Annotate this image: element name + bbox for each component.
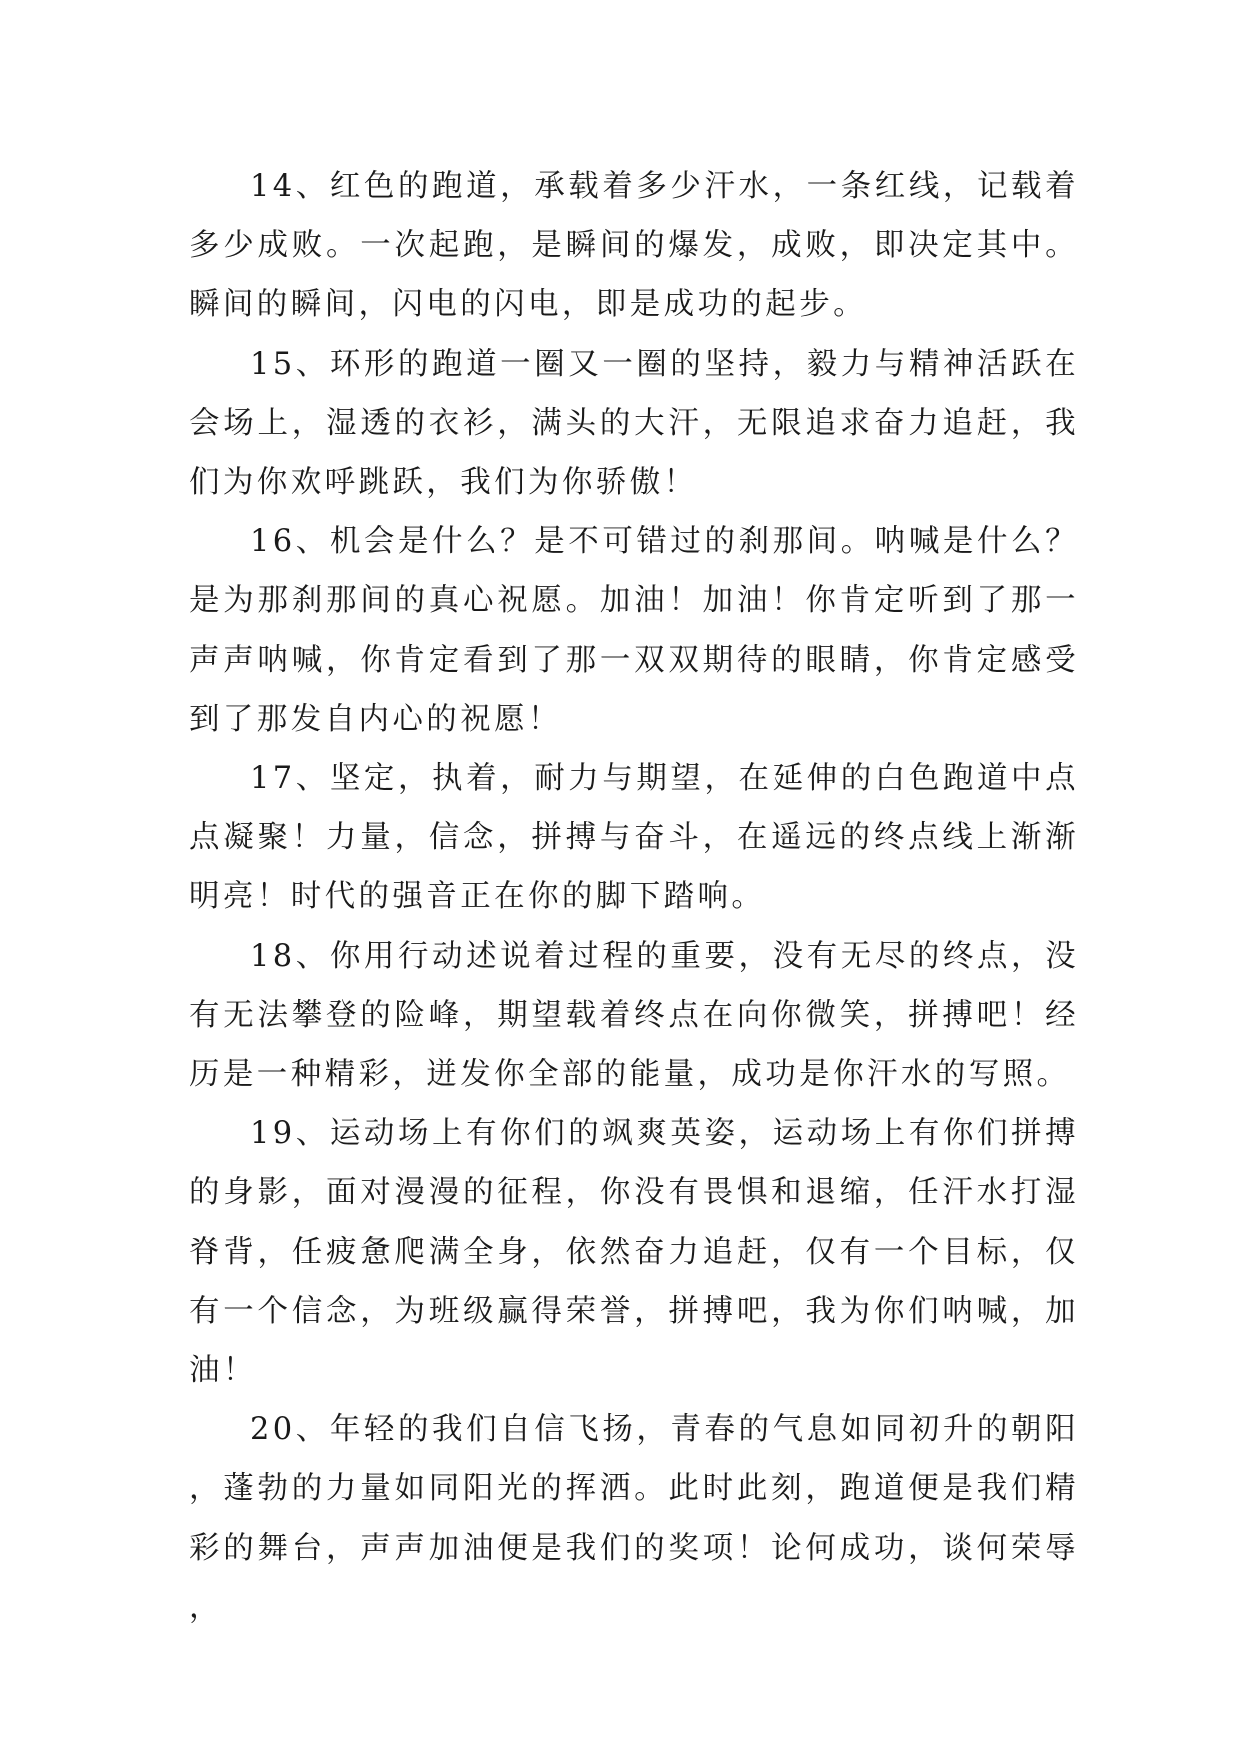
paragraph-14: 14、红色的跑道，承载着多少汗水，一条红线，记载着多少成败。一次起跑，是瞬间的爆发，成败，即决定其中。瞬间的瞬间，闪电的闪电，即是成功的起步。 — [189, 169, 1079, 323]
paragraph-16: 16、机会是什么？是不可错过的刹那间。呐喊是什么？是为那刹那间的真心祝愿。加油！加油！你肯定听到了那一声声呐喊，你肯定看到了那一双双期待的眼睛，你肯定感受到了那发自内心的祝愿！ — [189, 524, 1079, 737]
paragraph-18: 18、你用行动述说着过程的重要，没有无尽的终点，没有无法攀登的险峰，期望载着终点在向你微笑，拼搏吧！经历是一种精彩，迸发你全部的能量，成功是你汗水的写照。 — [189, 938, 1079, 1093]
document-body — [189, 157, 1079, 1637]
paragraph-20: 20、年轻的我们自信飞扬，青春的气息如同初升的朝阳，蓬勃的力量如同阳光的挥洒。此时此刻，跑道便是我们精彩的舞台，声声加油便是我们的奖项！论何成功，谈何荣辱， — [189, 1412, 1079, 1625]
paragraph-19: 19、运动场上有你们的飒爽英姿，运动场上有你们拼搏的身影，面对漫漫的征程，你没有畏惧和退缩，任汗水打湿脊背，任疲惫爬满全身，依然奋力追赶，仅有一个目标，仅有一个信念，为班级赢得荣誉，拼搏吧，我为你们呐喊，加油！ — [189, 1116, 1079, 1389]
paragraph-15: 15、环形的跑道一圈又一圈的坚持，毅力与精神活跃在会场上，湿透的衣衫，满头的大汗，无限追求奋力追赶，我们为你欢呼跳跃，我们为你骄傲！ — [189, 346, 1079, 501]
paragraph-17: 17、坚定，执着，耐力与期望，在延伸的白色跑道中点点凝聚！力量，信念，拼搏与奋斗，在遥远的终点线上渐渐明亮！时代的强音正在你的脚下踏响。 — [189, 761, 1079, 915]
